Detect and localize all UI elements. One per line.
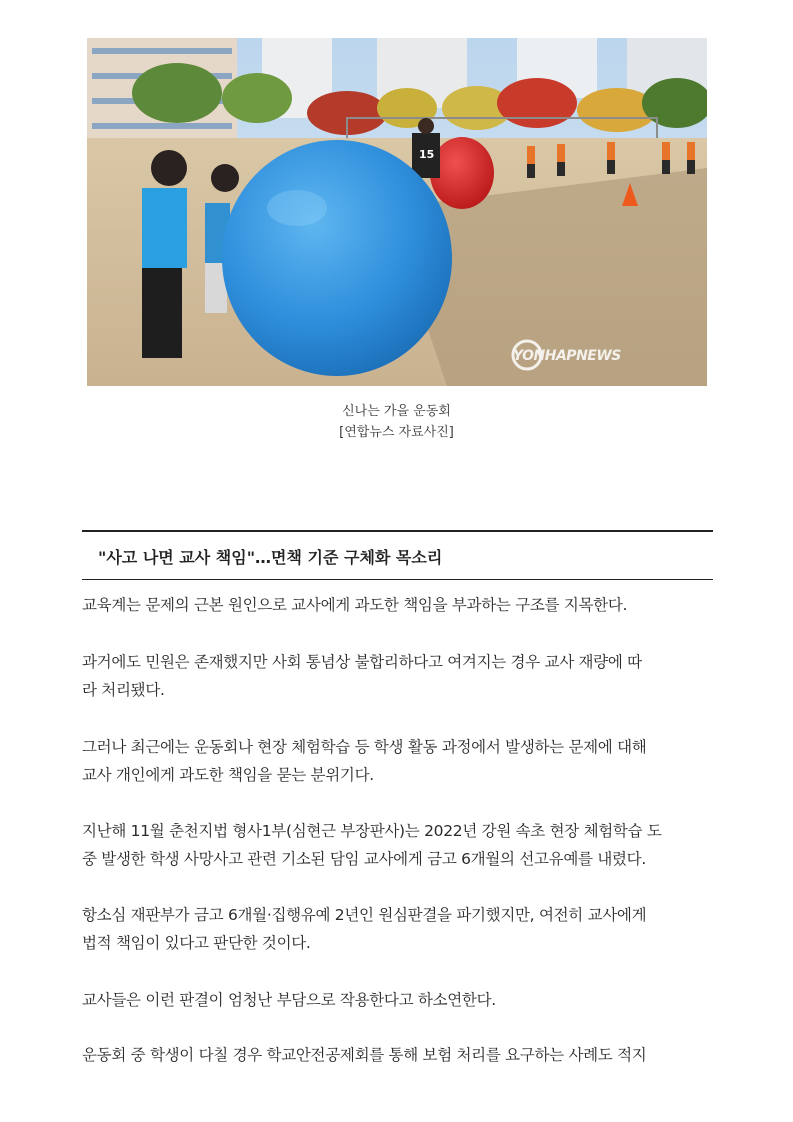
article-paragraph — [82, 733, 714, 789]
article-paragraph — [82, 648, 714, 704]
paragraph-line: 운동회 중 학생이 다칠 경우 학교안전공제회를 통해 보험 처리를 요구하는 사례도 적지 — [82, 1046, 647, 1064]
paragraph-line: 중 발생한 학생 사망사고 관련 기소된 담임 교사에게 금고 6개월의 선고유예를 내렸다. — [82, 850, 646, 868]
article-paragraph — [82, 1041, 714, 1069]
paragraph-line: 항소심 재판부가 금고 6개월·집행유예 2년인 원심판결을 파기했지만, 여전히 교사에게 — [82, 906, 647, 924]
paragraph-line: 법적 책임이 있다고 판단한 것이다. — [82, 934, 311, 952]
article-paragraph — [82, 591, 714, 619]
sports-day-photo — [87, 38, 707, 386]
paragraph-line: 그러나 최근에는 운동회나 현장 체험학습 등 학생 활동 과정에서 발생하는 문제에 대해 — [82, 738, 647, 756]
paragraph-line: 교육계는 문제의 근본 원인으로 교사에게 과도한 책임을 부과하는 구조를 지목한다. — [82, 596, 628, 614]
photo-caption: 신나는 가을 운동회 — [342, 404, 451, 419]
article-paragraph — [82, 986, 714, 1014]
photo-credit: [연합뉴스 자료사진] — [339, 425, 454, 440]
article-paragraph — [82, 817, 714, 873]
paragraph-line: 과거에도 민원은 존재했지만 사회 통념상 불합리하다고 여겨지는 경우 교사 재량에 따 — [82, 653, 642, 671]
article-paragraph — [82, 901, 714, 957]
subheading-text: "사고 나면 교사 책임"…면책 기준 구체화 목소리 — [98, 548, 443, 567]
paragraph-line: 교사들은 이런 판결이 엄청난 부담으로 작용한다고 하소연한다. — [82, 991, 496, 1009]
paragraph-line: 지난해 11월 춘천지법 형사1부(심현근 부장판사)는 2022년 강원 속초 현장 체험학습 도 — [82, 822, 662, 840]
section-subheading — [82, 530, 713, 580]
watermark-text: YONHAPNEWS — [513, 348, 621, 364]
news-photo — [87, 38, 707, 386]
paragraph-line: 교사 개인에게 과도한 책임을 묻는 분위기다. — [82, 766, 374, 784]
jersey-number: 15 — [419, 148, 435, 161]
paragraph-line: 라 처리됐다. — [82, 681, 165, 699]
